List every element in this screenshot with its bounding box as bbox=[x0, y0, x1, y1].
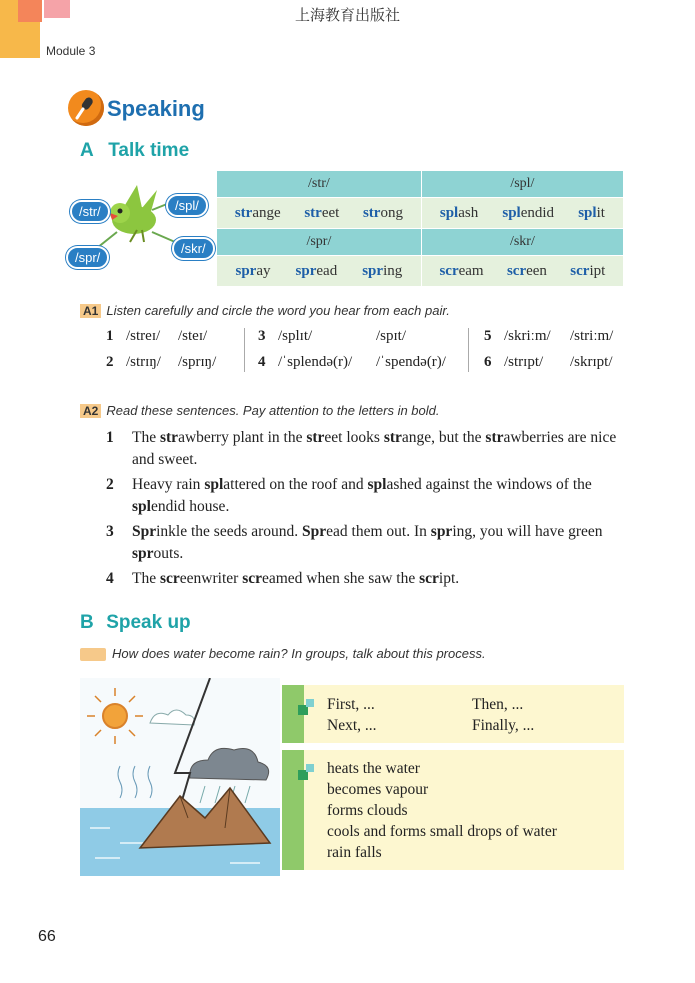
list-item bbox=[106, 474, 626, 518]
word: street bbox=[304, 204, 340, 221]
list-item bbox=[106, 427, 626, 471]
word: screen bbox=[506, 262, 547, 279]
item-number: 3 bbox=[106, 523, 114, 540]
phonics-table bbox=[216, 170, 624, 287]
word: strong bbox=[362, 204, 403, 221]
divider bbox=[468, 328, 469, 372]
phrase-box-process bbox=[282, 750, 624, 870]
word: spread bbox=[295, 262, 338, 279]
item-number: 2 bbox=[106, 476, 114, 493]
exercise-tag: A2 bbox=[80, 404, 101, 418]
list-item bbox=[106, 521, 626, 565]
section-title-speaking: Speaking bbox=[107, 96, 205, 121]
sound-bubble: /spl/ bbox=[166, 194, 208, 217]
sound-bubble: /str/ bbox=[70, 200, 110, 223]
table-row bbox=[217, 171, 624, 198]
list-item: 3 /splɪt/ /spɪt/ bbox=[258, 328, 407, 344]
sentence-text: Sprinkle the seeds around. Spread them out. In spring, you will have green sprouts. bbox=[132, 523, 603, 562]
list-item: First, ... bbox=[327, 696, 375, 713]
list-item: Finally, ... bbox=[472, 717, 535, 734]
list-item: 4 /ˈsplendə(r)/ /ˈspendə(r)/ bbox=[258, 354, 446, 370]
word: spray bbox=[235, 262, 271, 279]
publisher-header: 上海教育出版社 bbox=[294, 8, 400, 24]
list-item bbox=[106, 568, 626, 590]
list-item: 5 /skriːm/ /striːm/ bbox=[484, 328, 614, 344]
list-item: Next, ... bbox=[327, 717, 377, 734]
microphone-icon bbox=[68, 90, 104, 126]
water-cycle-icon bbox=[80, 678, 280, 876]
item-number: 1 bbox=[106, 429, 114, 446]
instruction-text: Read these sentences. Pay attention to the letters in bold. bbox=[106, 403, 440, 418]
list-item: 2 /strɪŋ/ /sprɪŋ/ bbox=[106, 354, 217, 370]
exercise-tag: A1 bbox=[80, 304, 101, 318]
word: spring bbox=[362, 262, 403, 279]
b-instruction-line bbox=[80, 645, 486, 663]
instruction-text: How does water become rain? In groups, talk about this process. bbox=[112, 646, 486, 661]
section-letter: A bbox=[80, 140, 94, 161]
list-item: cools and forms small drops of water bbox=[327, 823, 557, 840]
list-item: rain falls bbox=[327, 844, 382, 861]
module-label: Module 3 bbox=[46, 44, 96, 58]
divider bbox=[244, 328, 245, 372]
list-item: forms clouds bbox=[327, 802, 408, 819]
sound-header: /str/ bbox=[217, 171, 422, 198]
page-number: 66 bbox=[38, 928, 56, 945]
sound-header: /spr/ bbox=[217, 229, 422, 256]
sentence-text: The strawberry plant in the street looks strange, but the strawberries are nice and sweet. bbox=[132, 429, 617, 468]
sound-header: /spl/ bbox=[421, 171, 623, 198]
list-item: 6 /strɪpt/ /skrɪpt/ bbox=[484, 354, 613, 370]
list-item: Then, ... bbox=[472, 696, 524, 713]
water-cycle-illustration bbox=[80, 678, 280, 876]
word: scream bbox=[439, 262, 484, 279]
sentence-text: Heavy rain splattered on the roof and splashed against the windows of the splendid house. bbox=[132, 476, 592, 515]
item-number: 4 bbox=[106, 570, 114, 587]
sound-bubble: /spr/ bbox=[66, 246, 109, 269]
sentence-text: The screenwriter screamed when she saw the script. bbox=[132, 570, 460, 587]
a2-instruction-line bbox=[80, 402, 440, 420]
section-title: Speak up bbox=[106, 612, 191, 633]
a2-sentences bbox=[106, 427, 626, 593]
word: split bbox=[578, 204, 605, 221]
phrase-box-sequence bbox=[282, 685, 624, 743]
word: splash bbox=[439, 204, 479, 221]
section-title: Talk time bbox=[108, 140, 190, 161]
word: splendid bbox=[502, 204, 555, 221]
word: strange bbox=[234, 204, 281, 221]
section-b-heading bbox=[80, 612, 191, 634]
sound-bubble: /skr/ bbox=[172, 237, 215, 260]
table-row bbox=[217, 229, 624, 256]
list-item: 1 /streɪ/ /steɪ/ bbox=[106, 328, 208, 344]
bird-illustration bbox=[62, 180, 212, 280]
list-item: becomes vapour bbox=[327, 781, 429, 798]
instruction-text: Listen carefully and circle the word you hear from each pair. bbox=[106, 303, 450, 318]
sound-header: /skr/ bbox=[421, 229, 623, 256]
word: script bbox=[570, 262, 606, 279]
section-letter: B bbox=[80, 612, 94, 633]
section-a-heading bbox=[80, 140, 189, 162]
table-row bbox=[217, 198, 624, 229]
a1-instruction-line bbox=[80, 302, 450, 320]
instruction-marker bbox=[80, 648, 106, 661]
table-row bbox=[217, 256, 624, 287]
list-item: heats the water bbox=[327, 760, 420, 777]
